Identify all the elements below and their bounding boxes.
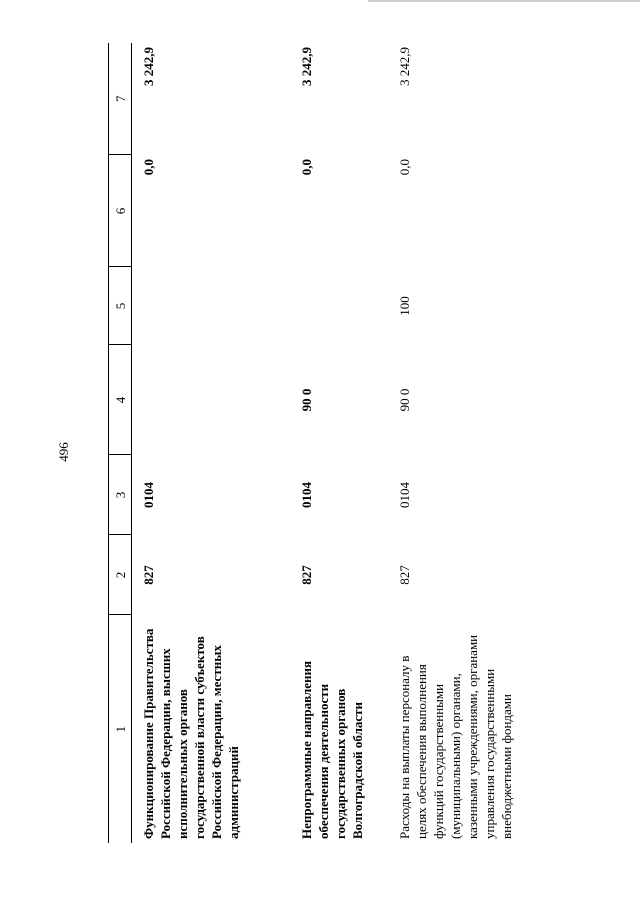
header-col-6: 6 <box>109 155 132 267</box>
table-row <box>388 43 566 843</box>
header-col-1: 1 <box>109 615 132 843</box>
header-col-5: 5 <box>109 267 132 345</box>
header-col-4: 4 <box>109 345 132 455</box>
table-row <box>132 43 291 843</box>
row-value-6: 0,0 <box>397 159 412 176</box>
row-value-7: 3 242,9 <box>299 47 314 86</box>
row-code-section: 0104 <box>397 482 412 508</box>
table-row <box>290 43 388 843</box>
row-code-section: 0104 <box>141 482 156 508</box>
row-code-target <box>132 345 291 455</box>
row-code-ministry: 827 <box>397 565 412 585</box>
page-number: 496 <box>56 442 71 462</box>
row-code-target: 90 0 <box>299 388 314 412</box>
row-code-expense-type: 100 <box>397 296 412 316</box>
row-value-6: 0,0 <box>141 159 156 176</box>
row-code-section: 0104 <box>299 482 314 508</box>
row-value-7: 3 242,9 <box>397 47 412 86</box>
row-value-7: 3 242,9 <box>141 47 156 86</box>
header-col-7: 7 <box>109 43 132 155</box>
header-row <box>109 43 132 843</box>
header-col-3: 3 <box>109 455 132 535</box>
row-code-ministry: 827 <box>299 565 314 585</box>
row-code-expense-type <box>290 267 388 345</box>
row-code-expense-type <box>132 267 291 345</box>
budget-table <box>108 43 566 843</box>
row-name: Расходы на выплаты персоналу в целях обеспечения выполнения функций государственными (муниципальными) органами, казенными учреждениями, органами управления государственными внебюджетными фондами <box>397 634 514 839</box>
row-code-target: 90 0 <box>397 388 412 412</box>
row-value-6: 0,0 <box>299 159 314 176</box>
row-name: Непрограммные направления обеспечения деятельности государственных органов Волгоградской области <box>299 660 365 839</box>
top-edge-bar <box>368 0 640 2</box>
header-col-2: 2 <box>109 535 132 615</box>
rotated-table-container <box>108 43 628 843</box>
row-code-ministry: 827 <box>141 565 156 585</box>
row-name: Функционирование Правительства Российской Федерации, высших исполнительных органов государственной власти субъектов Российской Федерации, местных администраций <box>141 628 241 839</box>
